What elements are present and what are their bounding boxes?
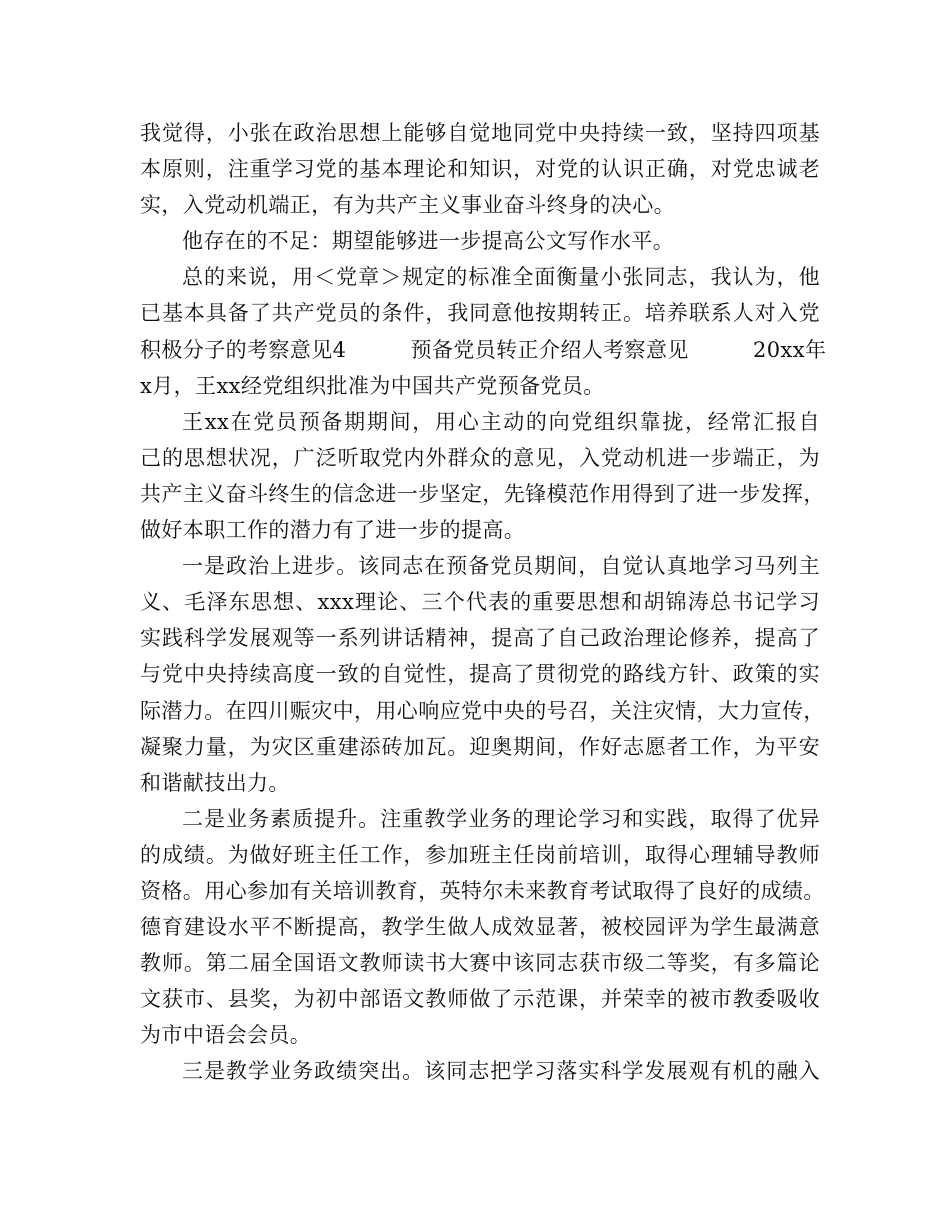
document-body bbox=[140, 115, 827, 1090]
text-line: 为市中语会会员。 bbox=[140, 1023, 312, 1048]
text-line: 实，入党动机端正，有为共产主义事业奋斗终身的决心。 bbox=[140, 193, 675, 218]
text-line: 他存在的不足：期望能够进一步提高公文写作水平。 bbox=[182, 229, 675, 254]
text-line: 王xx在党员预备期期间，用心主动的向党组织靠拢，经常汇报自 bbox=[182, 409, 820, 434]
text-line: 与党中央持续高度一致的自觉性，提高了贯彻党的路线方针、政策的实 bbox=[140, 662, 820, 687]
text-line: 积极分子的考察意见4 预备党员转正介绍人考察意见 20xx年 bbox=[140, 337, 827, 362]
text-line: 义、毛泽东思想、xxx理论、三个代表的重要思想和胡锦涛总书记学习 bbox=[140, 590, 820, 615]
text-line: 凝聚力量，为灾区重建添砖加瓦。迎奥期间，作好志愿者工作，为平安 bbox=[140, 734, 820, 759]
text-line: 的成绩。为做好班主任工作，参加班主任岗前培训，取得心理辅导教师 bbox=[140, 842, 820, 867]
text-line: 总的来说，用＜党章＞规定的标准全面衡量小张同志，我认为，他 bbox=[182, 265, 820, 290]
text-line: 一是政治上进步。该同志在预备党员期间，自觉认真地学习马列主 bbox=[182, 554, 820, 579]
text-line: 共产主义奋斗终生的信念进一步坚定，先锋模范作用得到了进一步发挥， bbox=[140, 481, 825, 506]
text-line: x月，王xx经党组织批准为中国共产党预备党员。 bbox=[140, 373, 605, 398]
text-line: 教师。第二届全国语文教师读书大赛中该同志获市级二等奖，有多篇论 bbox=[140, 951, 820, 976]
text-line: 资格。用心参加有关培训教育，英特尔未来教育考试取得了良好的成绩。 bbox=[140, 878, 825, 903]
text-line: 本原则，注重学习党的基本理论和知识，对党的认识正确，对党忠诚老 bbox=[140, 157, 820, 182]
text-line: 文获市、县奖，为初中部语文教师做了示范课，并荣幸的被市教委吸收 bbox=[140, 987, 820, 1012]
text-line: 己的思想状况，广泛听取党内外群众的意见，入党动机进一步端正，为 bbox=[140, 445, 820, 470]
text-line: 已基本具备了共产党员的条件，我同意他按期转正。培养联系人对入党 bbox=[140, 301, 820, 326]
text-line: 际潜力。在四川赈灾中，用心响应党中央的号召，关注灾情，大力宣传， bbox=[140, 698, 825, 723]
text-line: 德育建设水平不断提高，教学生做人成效显著，被校园评为学生最满意 bbox=[140, 915, 820, 940]
text-line: 我觉得，小张在政治思想上能够自觉地同党中央持续一致，坚持四项基 bbox=[140, 121, 820, 145]
text-line: 三是教学业务政绩突出。该同志把学习落实科学发展观有机的融入 bbox=[182, 1059, 820, 1084]
text-line: 实践科学发展观等一系列讲话精神，提高了自己政治理论修养，提高了 bbox=[140, 626, 820, 651]
text-line: 和谐献技出力。 bbox=[140, 770, 290, 795]
text-line: 二是业务素质提升。注重教学业务的理论学习和实践，取得了优异 bbox=[182, 806, 820, 831]
text-line: 做好本职工作的潜力有了进一步的提高。 bbox=[140, 518, 526, 543]
